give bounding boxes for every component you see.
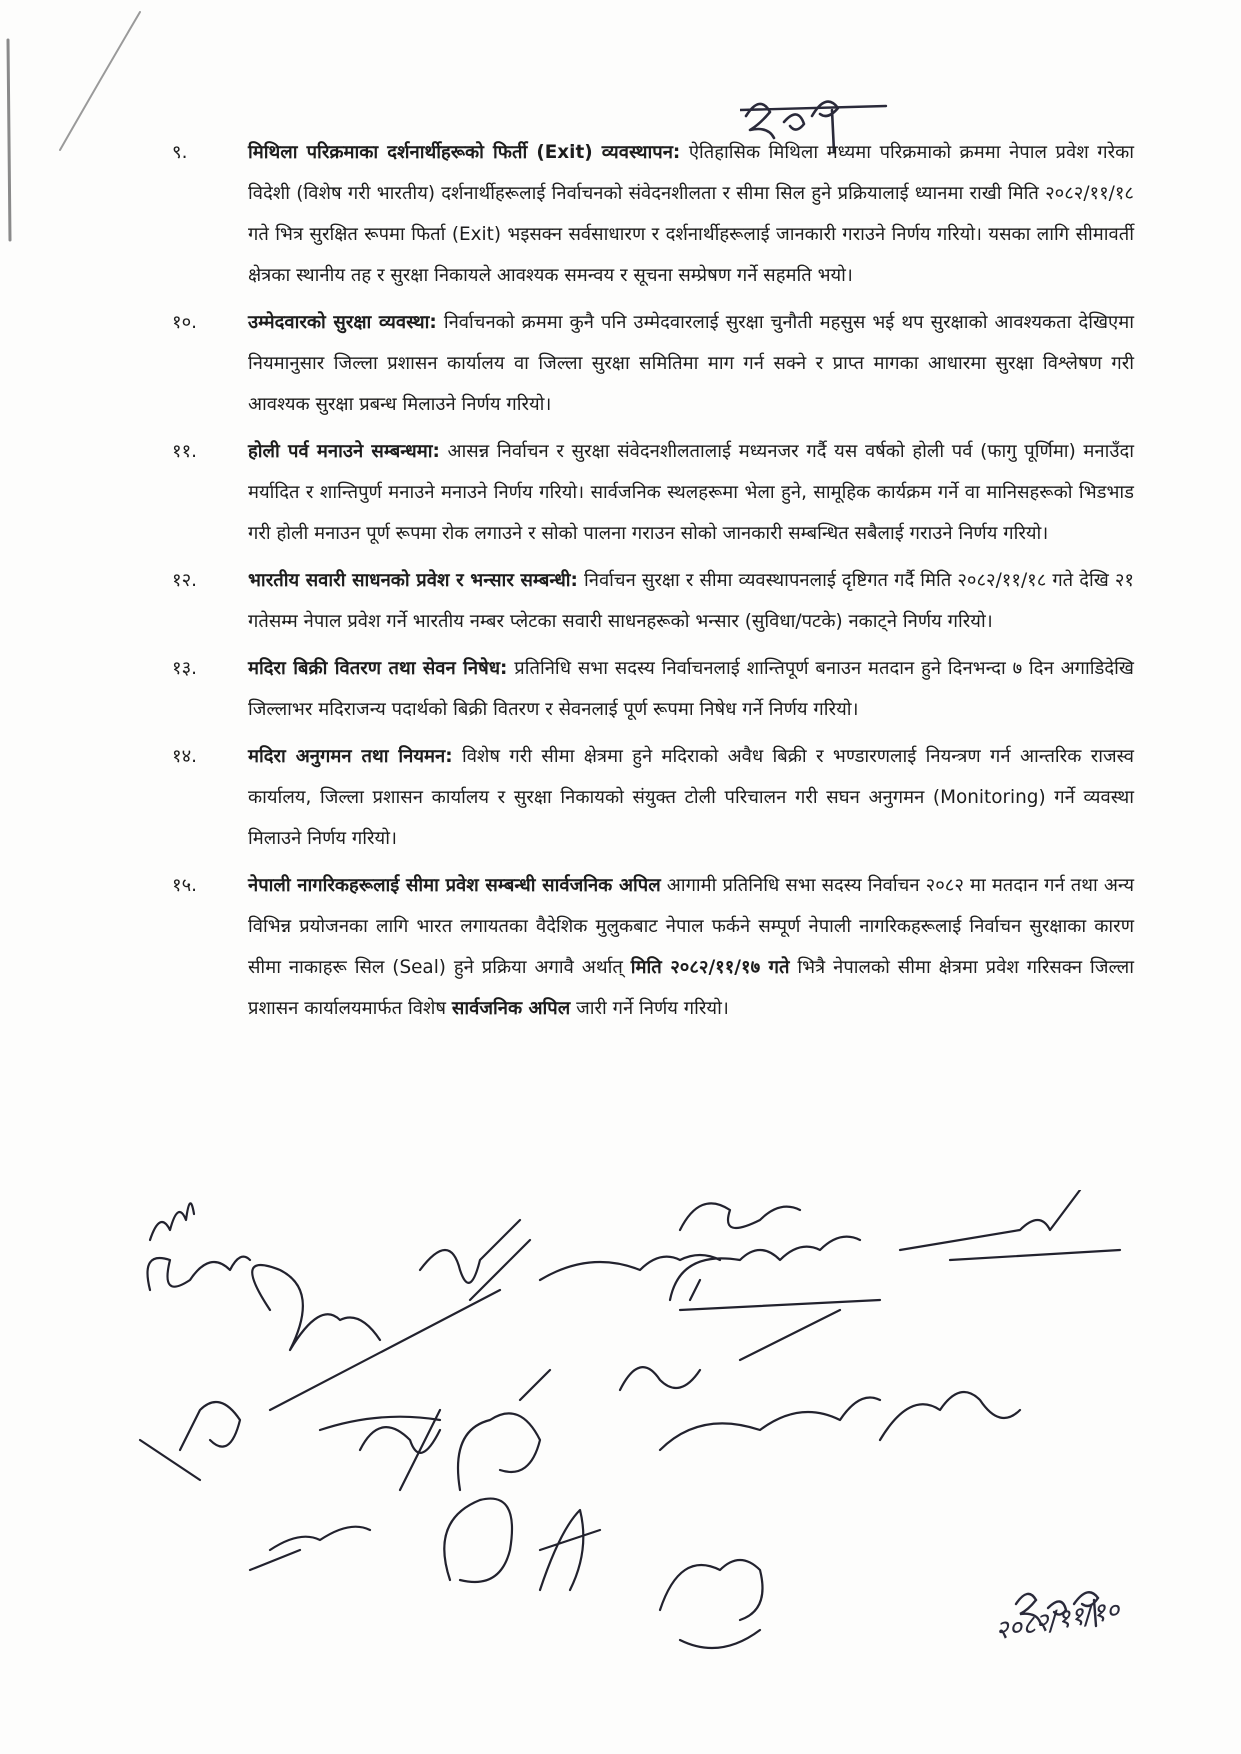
item-number: ९. bbox=[172, 142, 188, 163]
signature-8 bbox=[900, 1190, 1120, 1260]
signature-1 bbox=[150, 1203, 194, 1240]
item-text: प्रतिनिधि सभा सदस्य निर्वाचनलाई शान्तिपूर्ण बनाउन मतदान हुने दिनभन्दा ७ दिन अगाडिदेखि जिल्लाभर मदिराजन्य पदार्थको बिक्री वितरण र सेवनलाई पूर्ण रूपमा निषेध गर्ने निर्णय गरियो। bbox=[248, 658, 1134, 720]
decision-item-10 bbox=[172, 302, 1134, 425]
item-text-middle: भित्रै नेपालको सीमा क्षेत्रमा प्रवेश गरिसक्न जिल्ला प्रशासन कार्यालयमार्फत विशेष bbox=[248, 957, 1134, 1019]
decision-item-14 bbox=[172, 736, 1134, 859]
decision-list bbox=[172, 132, 1134, 1035]
item-number: १२. bbox=[172, 570, 197, 591]
signature-16 bbox=[250, 1527, 370, 1570]
signature-2 bbox=[148, 1257, 251, 1290]
signature-4 bbox=[420, 1220, 530, 1300]
signature-18 bbox=[540, 1510, 600, 1590]
signature-11 bbox=[360, 1410, 440, 1490]
item-text: निर्वाचन सुरक्षा र सीमा व्यवस्थापनलाई दृष्टिगत गर्दै मिति २०८२/११/१८ गते देखि २१ गतेसम्म नेपाल प्रवेश गर्ने भारतीय नम्बर प्लेटका सवारी साधनहरूको भन्सार (सुविधा/पटके) नकाट्ने निर्णय गरियो। bbox=[248, 570, 1134, 632]
signature-12 bbox=[458, 1370, 550, 1490]
signature-3 bbox=[252, 1265, 380, 1350]
signature-17 bbox=[444, 1499, 512, 1582]
signature-6 bbox=[680, 1203, 800, 1230]
item-heading: नेपाली नागरिकहरूलाई सीमा प्रवेश सम्बन्धी सार्वजनिक अपिल bbox=[248, 875, 661, 896]
signature-7 bbox=[670, 1237, 880, 1310]
decision-item-9 bbox=[172, 132, 1134, 296]
decision-item-11 bbox=[172, 431, 1134, 554]
handwritten-date: २०८२/११/१० bbox=[992, 1595, 1122, 1647]
decision-item-12 bbox=[172, 560, 1134, 642]
item-text-before: आगामी प्रतिनिधि सभा सदस्य निर्वाचन २०८२ मा मतदान गर्न तथा अन्य विभिन्न प्रयोजनका लागि भारत लगायतका वैदेशिक मुलुकबाट नेपाल फर्कने सम्पूर्ण नेपाली नागरिकहरूलाई निर्वाचन सुरक्षाका कारण सीमा नाकाहरू सिल (Seal) हुने प्रक्रिया अगावै अर्थात् bbox=[248, 875, 1134, 978]
item-heading: भारतीय सवारी साधनको प्रवेश र भन्सार सम्बन्धी: bbox=[248, 570, 578, 591]
item-heading: मदिरा अनुगमन तथा नियमन: bbox=[248, 746, 453, 767]
item-heading: होली पर्व मनाउने सम्बन्धमा: bbox=[248, 441, 440, 462]
signature-14 bbox=[660, 1398, 880, 1451]
item-emphasized-date: मिति २०८२/११/१७ गते bbox=[630, 957, 790, 978]
item-text: निर्वाचनको क्रममा कुनै पनि उम्मेदवारलाई सुरक्षा चुनौती महसुस भई थप सुरक्षाको आवश्यकता देखिएमा नियमानुसार जिल्ला प्रशासन कार्यालय वा जिल्ला सुरक्षा समितिमा माग गर्न सक्ने र प्राप्त मागका आधारमा सुरक्षा विश्लेषण गरी आवश्यक सुरक्षा प्रबन्ध मिलाउने निर्णय गरियो। bbox=[248, 312, 1134, 415]
decision-item-15 bbox=[172, 865, 1134, 1029]
item-heading: मिथिला परिक्रमाका दर्शनार्थीहरूको फिर्ती (Exit) व्यवस्थापन: bbox=[248, 142, 681, 163]
item-number: १३. bbox=[172, 658, 197, 679]
item-number: १४. bbox=[172, 746, 197, 767]
item-heading: उम्मेदवारको सुरक्षा व्यवस्था: bbox=[248, 312, 437, 333]
item-heading: मदिरा बिक्री वितरण तथा सेवन निषेध: bbox=[248, 658, 508, 679]
item-text: ऐतिहासिक मिथिला मध्यमा परिक्रमाको क्रममा नेपाल प्रवेश गरेका विदेशी (विशेष गरी भारतीय) दर्शनार्थीहरूलाई निर्वाचनको संवेदनशीलता र सीमा सिल हुने प्रक्रियालाई ध्यानमा राखी मिति २०८२/११/१८ गते भित्र सुरक्षित रूपमा फिर्ता (Exit) भइसक्न सर्वसाधारण र दर्शनार्थीहरूलाई जानकारी गराउने निर्णय गरियो। यसका लागि सीमावर्ती क्षेत्रका स्थानीय तह र सुरक्षा निकायले आवश्यक समन्वय र सूचना सम्प्रेषण गर्ने सहमति भयो। bbox=[248, 142, 1135, 286]
item-number: ११. bbox=[172, 441, 197, 462]
item-number: १०. bbox=[172, 312, 197, 333]
item-text-after: जारी गर्ने निर्णय गरियो। bbox=[570, 998, 729, 1019]
signature-10 bbox=[270, 1290, 500, 1430]
signature-15 bbox=[880, 1392, 1020, 1440]
signature-13 bbox=[620, 1310, 840, 1390]
signature-9 bbox=[140, 1402, 240, 1480]
item-text: आसन्न निर्वाचन र सुरक्षा संवेदनशीलतालाई मध्यनजर गर्दै यस वर्षको होली पर्व (फागु पूर्णिमा) मनाउँदा मर्यादित र शान्तिपुर्ण मनाउने मनाउने निर्णय गरियो। सार्वजनिक स्थलहरूमा भेला हुने, सामूहिक कार्यक्रम गर्ने वा मानिसहरूको भिडभाड गरी होली मनाउन पूर्ण रूपमा रोक लगाउने र सोको पालना गराउन सोको जानकारी सम्बन्धित सबैलाई गराउने निर्णय गरियो। bbox=[248, 441, 1135, 544]
item-emphasized-appeal: सार्वजनिक अपिल bbox=[451, 998, 571, 1019]
decision-item-13 bbox=[172, 648, 1134, 730]
item-text: विशेष गरी सीमा क्षेत्रमा हुने मदिराको अवैध बिक्री र भण्डारणलाई नियन्त्रण गर्न आन्तरिक राजस्व कार्यालय, जिल्ला प्रशासन कार्यालय र सुरक्षा निकायको संयुक्त टोली परिचालन गरी सघन अनुगमन (Monitoring) गर्ने व्यवस्था मिलाउने निर्णय गरियो। bbox=[248, 746, 1135, 849]
signature-5 bbox=[540, 1255, 720, 1300]
signature-19 bbox=[660, 1560, 763, 1648]
item-number: १५. bbox=[172, 875, 197, 896]
